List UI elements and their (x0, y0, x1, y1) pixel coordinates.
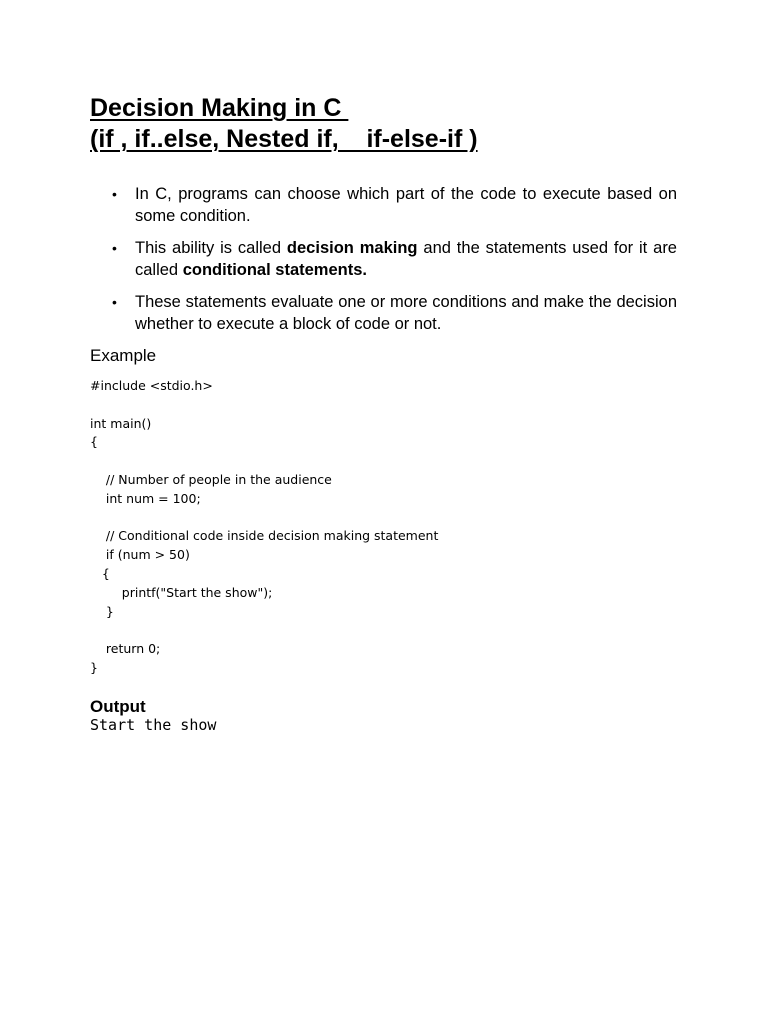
bullet-dot-icon: • (112, 186, 117, 202)
bullet-item (90, 183, 677, 227)
output-heading: Output (90, 697, 146, 716)
intro-bullet-list (90, 183, 677, 345)
bullet-text: and the statements used for it are called (135, 239, 677, 279)
code-line: // Number of people in the audience (90, 471, 332, 487)
output-value: Start the show (90, 716, 217, 734)
code-line: { (90, 565, 110, 581)
bullet-dot-icon: • (112, 240, 117, 256)
bold-term: conditional statements. (182, 261, 367, 279)
bullet-item (90, 237, 677, 281)
bold-term: decision making (286, 239, 418, 257)
code-line (90, 621, 590, 640)
code-line: } (90, 603, 114, 619)
code-line: int main() (90, 415, 152, 431)
code-line: // Conditional code inside decision making statement (90, 528, 439, 544)
bullet-text: These statements evaluate one or more conditions and make the decision whether to execute a block of code or not. (135, 293, 677, 333)
code-line: int num = 100; (90, 490, 201, 506)
code-line: { (90, 434, 98, 450)
bullet-item (90, 291, 677, 335)
bullet-dot-icon: • (112, 294, 117, 310)
example-heading: Example (90, 346, 157, 365)
code-line: return 0; (90, 641, 161, 657)
code-example (90, 377, 590, 678)
code-line (90, 452, 590, 471)
code-line: if (num > 50) (90, 547, 190, 563)
bullet-text: In C, programs can choose which part of the code to execute based on some condition. (135, 185, 677, 225)
title-line-2: (if , if..else, Nested if, if-else-if ) (90, 125, 478, 153)
code-line: printf("Start the show"); (90, 584, 273, 600)
code-line (90, 509, 590, 528)
document-title (90, 93, 690, 155)
code-line (90, 396, 590, 415)
bullet-text: This ability is called (135, 239, 287, 257)
code-line: #include <stdio.h> (90, 378, 213, 393)
title-line-1: Decision Making in C (90, 94, 349, 122)
code-line: } (90, 659, 98, 675)
